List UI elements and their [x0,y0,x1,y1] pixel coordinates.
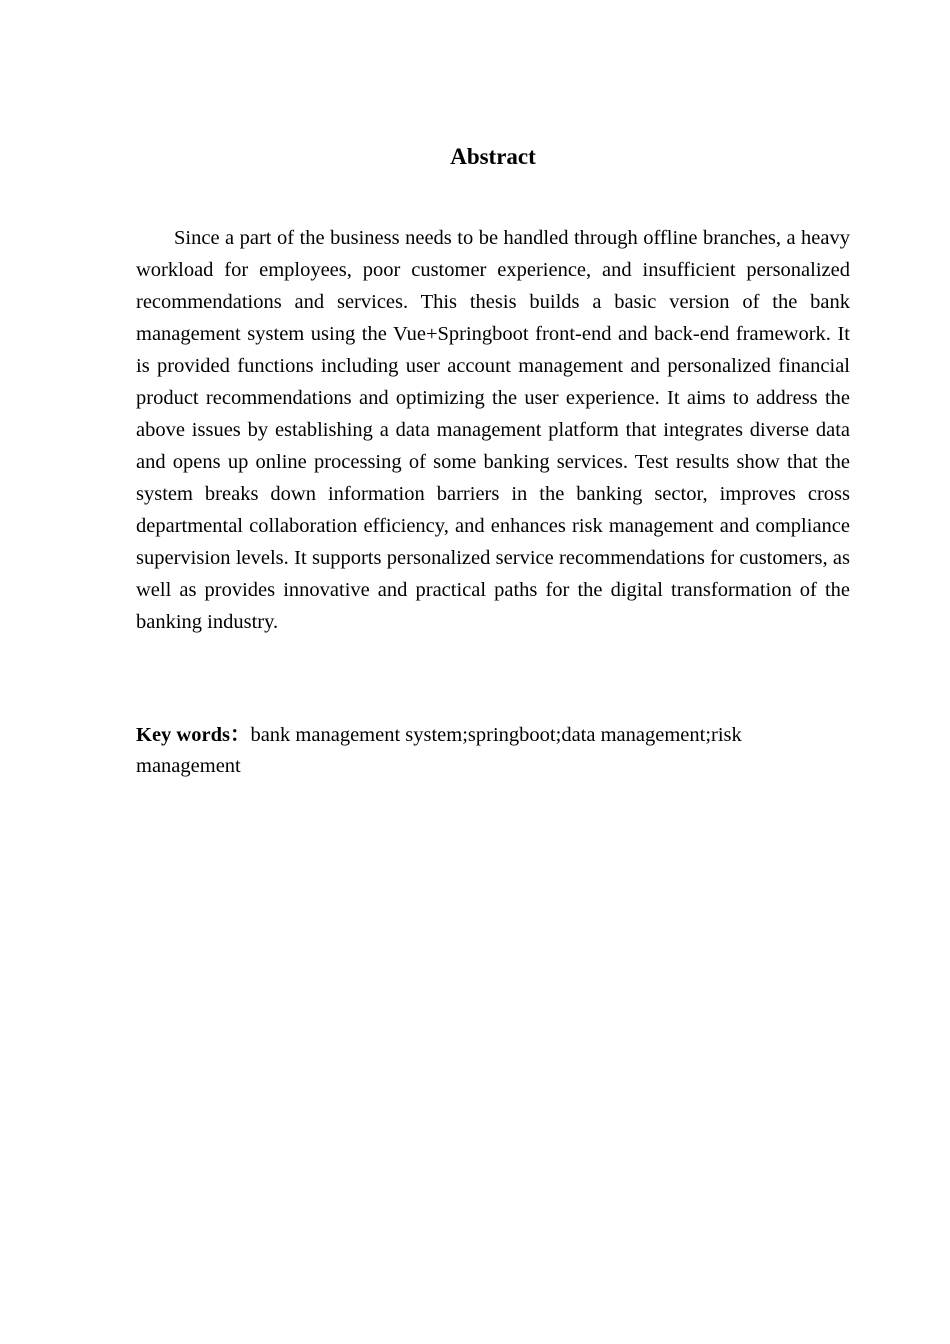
keywords-text: bank management system;springboot;data management;risk management [136,724,742,777]
abstract-body: Since a part of the business needs to be handled through offline branches, a heavy workload for employees, poor customer experience, and insufficient personalized recommendations and services. This thesis builds a basic version of the bank management system using the Vue+Springboot front-end and back-end framework. It is provided functions including user account management and personalized financial product recommendations and optimizing the user experience. It aims to address the above issues by establishing a data management platform that integrates diverse data and opens up online processing of some banking services. Test results show that the system breaks down information barriers in the banking sector, improves cross departmental collaboration efficiency, and enhances risk management and compliance supervision levels. It supports personalized service recommendations for customers, as well as provides innovative and practical paths for the digital transformation of the banking industry. [136,227,850,633]
keywords-paragraph [136,720,850,782]
keywords-label: Key words： [136,724,251,746]
abstract-title: Abstract [450,144,536,169]
